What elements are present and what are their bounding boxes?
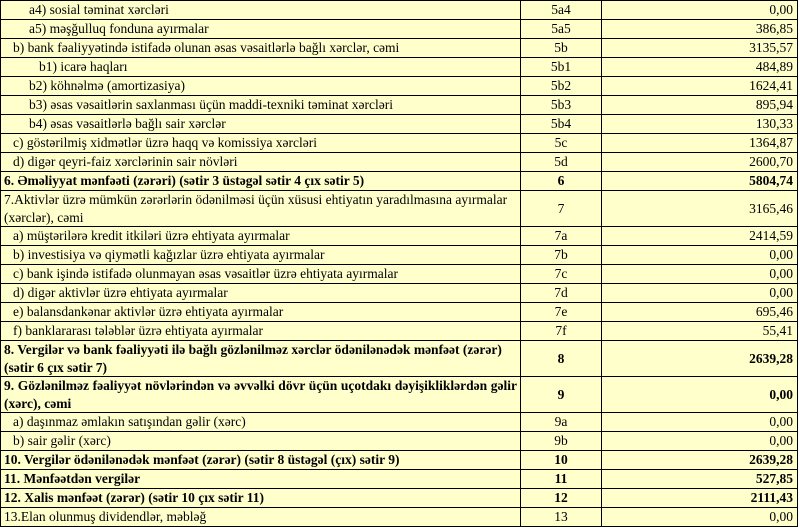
row-label: b3) əsas vəsaitlərin saxlanması üçün maddi-texniki təminat xərcləri bbox=[1, 96, 521, 115]
row-code: 7b bbox=[521, 246, 602, 265]
row-value: 1624,41 bbox=[602, 77, 798, 96]
table-row bbox=[1, 322, 798, 341]
row-code: 10 bbox=[521, 451, 602, 470]
row-code: 5d bbox=[521, 153, 602, 172]
row-code: 13 bbox=[521, 508, 602, 527]
row-label: b) investisiya və qiymətli kağızlar üzrə ehtiyata ayırmalar bbox=[1, 246, 521, 265]
row-value: 0,00 bbox=[602, 413, 798, 432]
row-code: 5b1 bbox=[521, 58, 602, 77]
row-code: 12 bbox=[521, 489, 602, 508]
row-code: 5b2 bbox=[521, 77, 602, 96]
row-value: 3165,46 bbox=[602, 191, 798, 227]
row-value: 484,89 bbox=[602, 58, 798, 77]
row-label: b2) köhnəlmə (amortizasiya) bbox=[1, 77, 521, 96]
row-label: a5) məşğulluq fonduna ayırmalar bbox=[1, 20, 521, 39]
table-row bbox=[1, 284, 798, 303]
row-label: f) banklararası tələblər üzrə ehtiyata ayırmalar bbox=[1, 322, 521, 341]
row-label: 10. Vergilər ödənilənədək mənfəət (zərər) (sətir 8 üstəgəl (çıx) sətir 9) bbox=[1, 451, 521, 470]
row-label: 13.Elan olunmuş dividendlər, məbləğ bbox=[1, 508, 521, 527]
row-value: 5804,74 bbox=[602, 172, 798, 191]
table-row bbox=[1, 191, 798, 227]
row-value: 2600,70 bbox=[602, 153, 798, 172]
table-row bbox=[1, 377, 798, 413]
table-row bbox=[1, 96, 798, 115]
row-label: d) digər aktivlər üzrə ehtiyata ayırmalar bbox=[1, 284, 521, 303]
row-value: 2414,59 bbox=[602, 227, 798, 246]
row-code: 9b bbox=[521, 432, 602, 451]
table-row bbox=[1, 432, 798, 451]
row-code: 5b4 bbox=[521, 115, 602, 134]
row-code: 7c bbox=[521, 265, 602, 284]
row-label: 8. Vergilər və bank fəaliyyəti ilə bağlı gözlənilməz xərclər ödənilənədək mənfəət (zərər) (sətir 6 çıx sətir 7) bbox=[1, 341, 521, 377]
row-label: b) bank fəaliyyətində istifadə olunan əsas vəsaitlərlə bağlı xərclər, cəmi bbox=[1, 39, 521, 58]
row-code: 7f bbox=[521, 322, 602, 341]
table-row bbox=[1, 265, 798, 284]
row-label: 6. Əməliyyat mənfəəti (zərəri) (sətir 3 üstəgəl sətir 4 çıx sətir 5) bbox=[1, 172, 521, 191]
row-value: 527,85 bbox=[602, 470, 798, 489]
table-row bbox=[1, 134, 798, 153]
row-code: 7d bbox=[521, 284, 602, 303]
row-label: c) göstərilmiş xidmətlər üzrə haqq və komissiya xərcləri bbox=[1, 134, 521, 153]
row-value: 0,00 bbox=[602, 284, 798, 303]
row-label: b4) əsas vəsaitlərlə bağlı sair xərclər bbox=[1, 115, 521, 134]
table-row bbox=[1, 172, 798, 191]
row-value: 2639,28 bbox=[602, 341, 798, 377]
table-row bbox=[1, 153, 798, 172]
row-value: 1364,87 bbox=[602, 134, 798, 153]
table-row bbox=[1, 303, 798, 322]
row-value: 130,33 bbox=[602, 115, 798, 134]
row-label: d) digər qeyri-faiz xərclərinin sair növləri bbox=[1, 153, 521, 172]
table-row bbox=[1, 246, 798, 265]
row-label: 12. Xalis mənfəət (zərər) (sətir 10 çıx sətir 11) bbox=[1, 489, 521, 508]
row-code: 7e bbox=[521, 303, 602, 322]
row-label: c) bank işində istifadə olunmayan əsas vəsaitlər üzrə ehtiyata ayırmalar bbox=[1, 265, 521, 284]
row-value: 695,46 bbox=[602, 303, 798, 322]
row-label: a4) sosial təminat xərcləri bbox=[1, 1, 521, 20]
row-label: 9. Gözlənilməz fəaliyyət növlərindən və əvvəlki dövr üçün uçotdakı dəyişikliklərdən gəlir (xərc), cəmi bbox=[1, 377, 521, 413]
row-value: 2111,43 bbox=[602, 489, 798, 508]
row-value: 0,00 bbox=[602, 377, 798, 413]
row-label: 11. Mənfəətdən vergilər bbox=[1, 470, 521, 489]
row-code: 8 bbox=[521, 341, 602, 377]
row-code: 5b3 bbox=[521, 96, 602, 115]
table-row bbox=[1, 58, 798, 77]
table-row bbox=[1, 39, 798, 58]
table-row bbox=[1, 451, 798, 470]
table-row bbox=[1, 341, 798, 377]
table-row bbox=[1, 489, 798, 508]
row-value: 895,94 bbox=[602, 96, 798, 115]
table-row bbox=[1, 1, 798, 20]
row-label: a) daşınmaz əmlakın satışından gəlir (xərc) bbox=[1, 413, 521, 432]
row-label: e) balansdankənar aktivlər üzrə ehtiyata ayırmalar bbox=[1, 303, 521, 322]
row-value: 386,85 bbox=[602, 20, 798, 39]
row-code: 5c bbox=[521, 134, 602, 153]
row-value: 55,41 bbox=[602, 322, 798, 341]
row-label: 7.Aktivlər üzrə mümkün zərərlərin ödənilməsi üçün xüsusi ehtiyatın yaradılmasına ayırmalar (xərclər), cəmi bbox=[1, 191, 521, 227]
row-code: 9a bbox=[521, 413, 602, 432]
row-value: 0,00 bbox=[602, 1, 798, 20]
row-code: 7 bbox=[521, 191, 602, 227]
table-row bbox=[1, 20, 798, 39]
table-row bbox=[1, 470, 798, 489]
row-label: a) müştərilərə kredit itkiləri üzrə ehtiyata ayırmalar bbox=[1, 227, 521, 246]
row-value: 2639,28 bbox=[602, 451, 798, 470]
row-code: 11 bbox=[521, 470, 602, 489]
row-value: 3135,57 bbox=[602, 39, 798, 58]
row-code: 5b bbox=[521, 39, 602, 58]
table-row bbox=[1, 77, 798, 96]
row-value: 0,00 bbox=[602, 508, 798, 527]
row-value: 0,00 bbox=[602, 246, 798, 265]
profit-loss-table-body bbox=[1, 1, 798, 527]
row-label: b) sair gəlir (xərc) bbox=[1, 432, 521, 451]
row-value: 0,00 bbox=[602, 432, 798, 451]
row-code: 9 bbox=[521, 377, 602, 413]
table-row bbox=[1, 413, 798, 432]
row-code: 5a5 bbox=[521, 20, 602, 39]
row-code: 7a bbox=[521, 227, 602, 246]
row-code: 5a4 bbox=[521, 1, 602, 20]
table-row bbox=[1, 115, 798, 134]
row-label: b1) icarə haqları bbox=[1, 58, 521, 77]
row-value: 0,00 bbox=[602, 265, 798, 284]
table-row bbox=[1, 227, 798, 246]
row-code: 6 bbox=[521, 172, 602, 191]
